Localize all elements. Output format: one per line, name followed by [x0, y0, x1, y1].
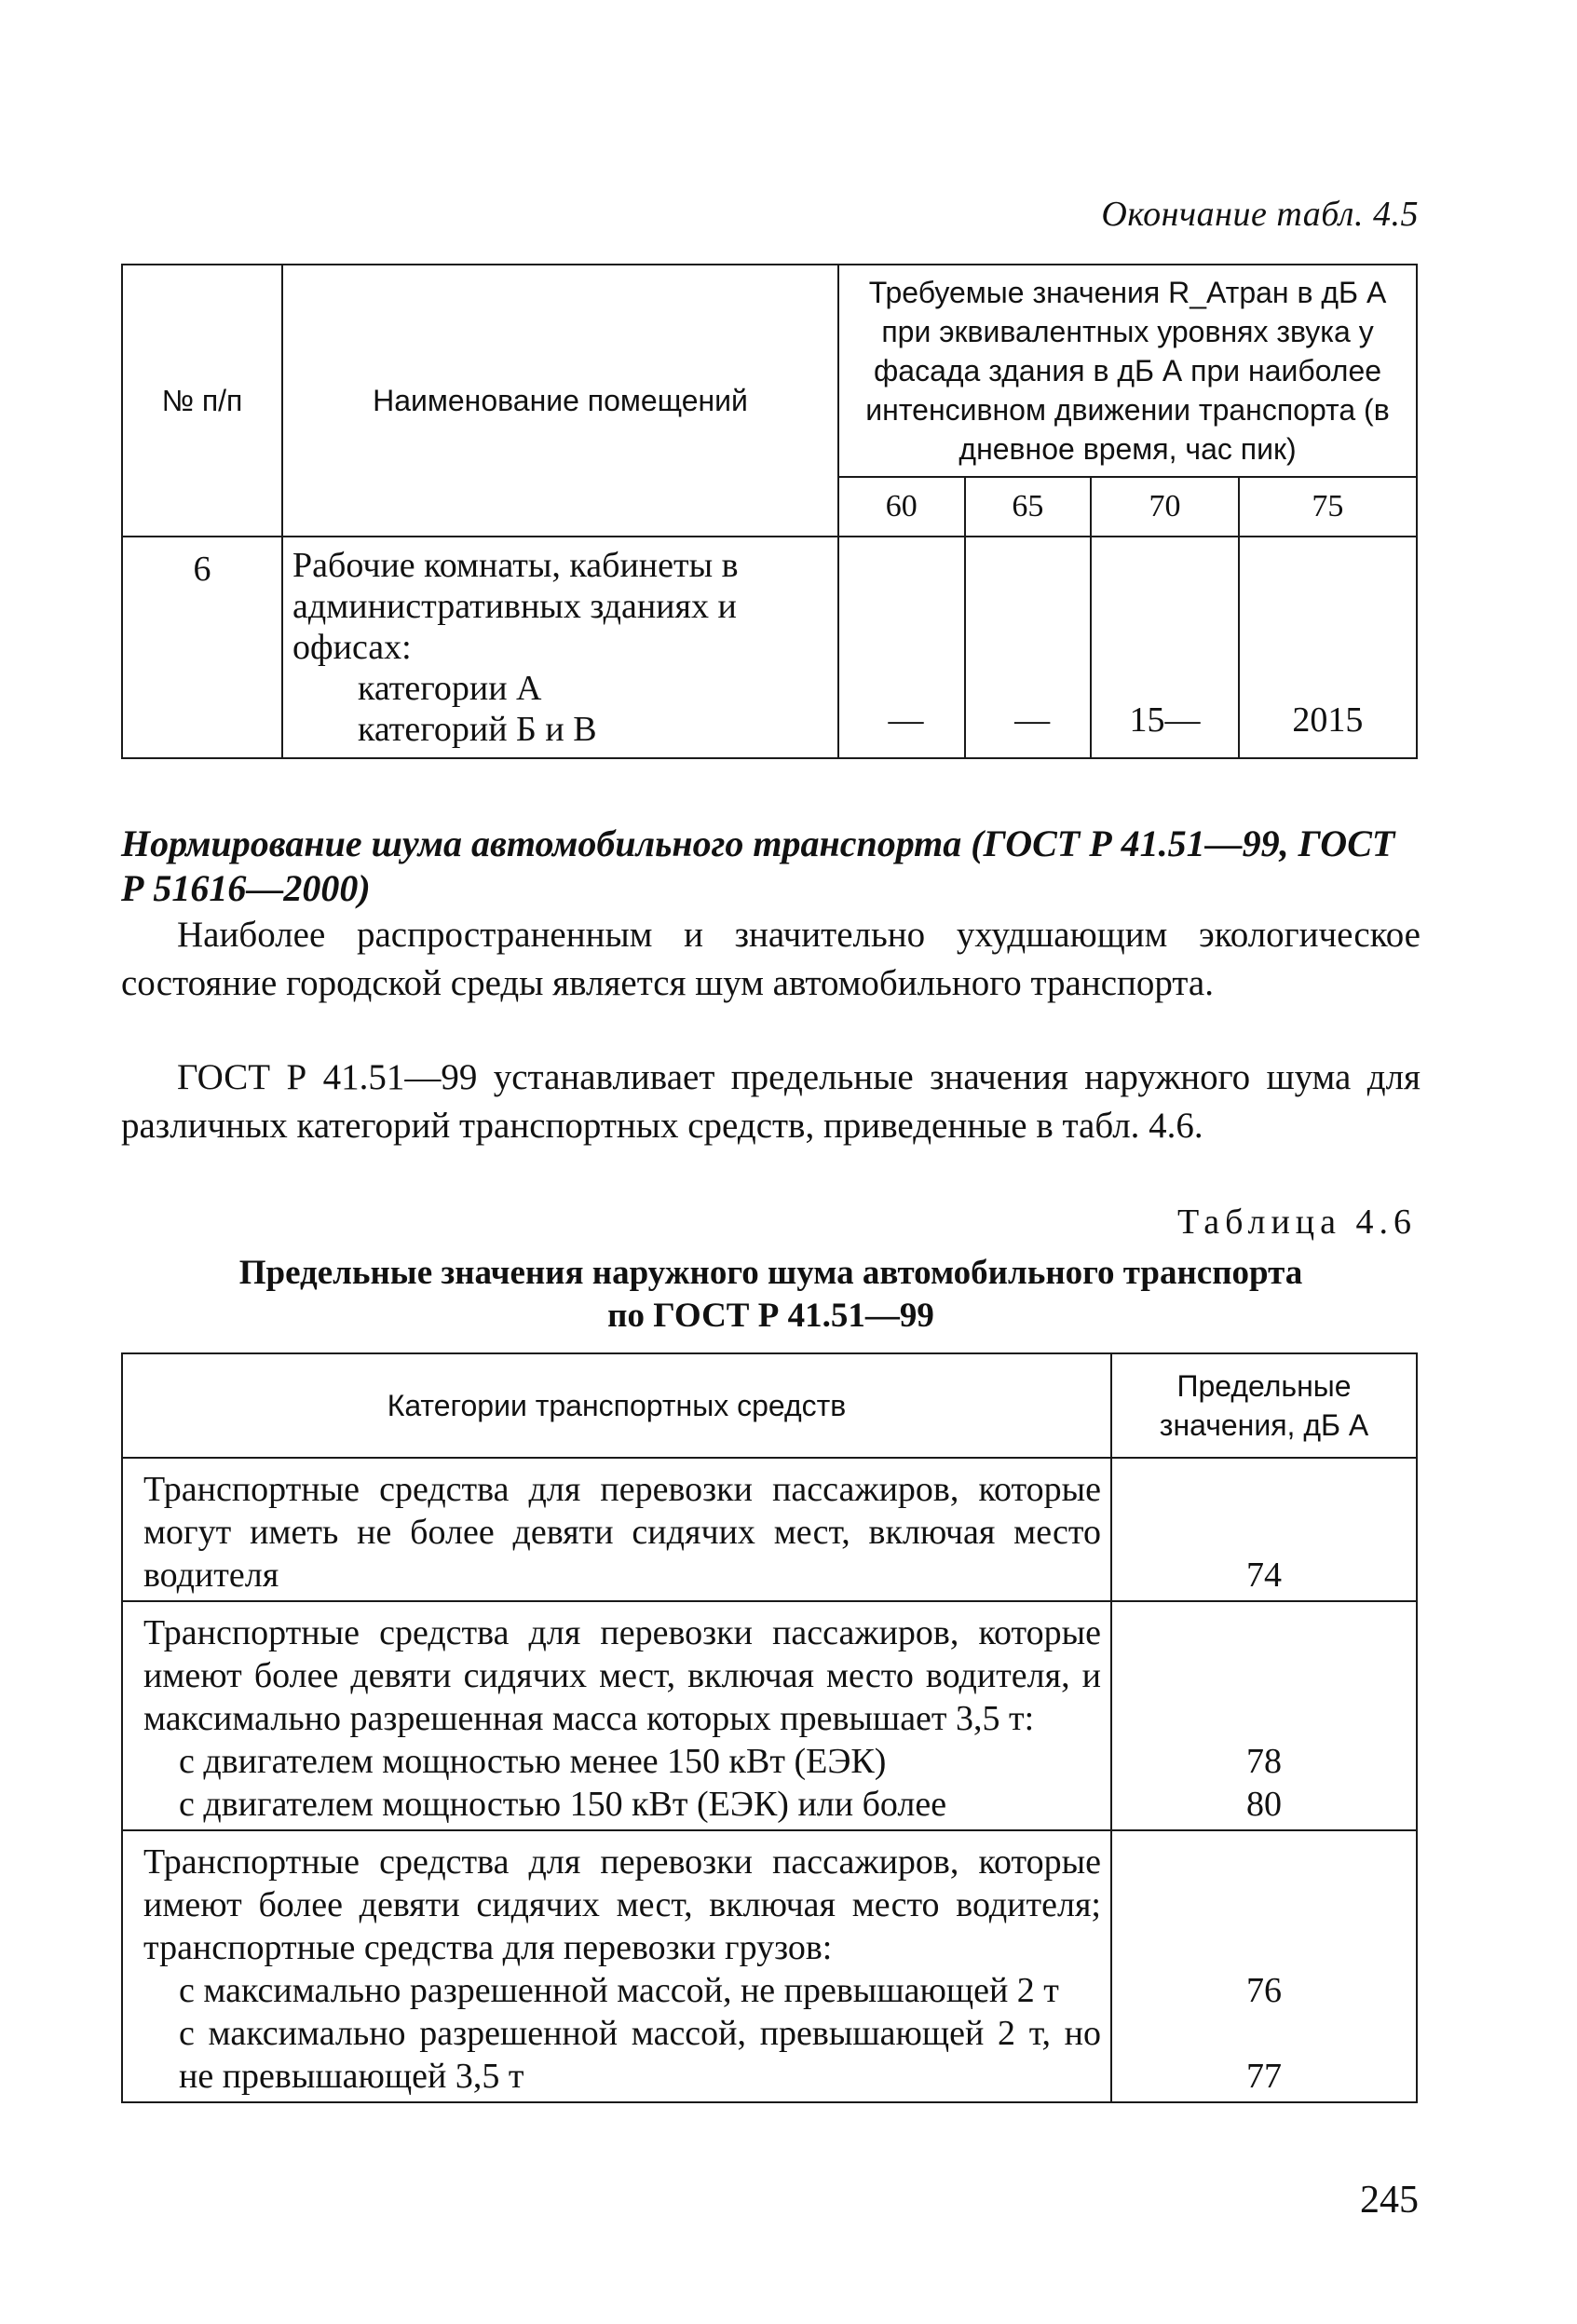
row-limit-value: 76 [1246, 1971, 1282, 2010]
paragraph: ГОСТ Р 41.51—99 устанавливает предельные значения наружного шума для различных категорий транспортных средств, приведенные в табл. 4.6. [121, 1057, 1421, 1146]
table-4-5-ending [121, 264, 1418, 759]
value-cell: — [838, 537, 965, 758]
table-header-row [122, 1353, 1417, 1458]
table-row [122, 537, 1417, 758]
header-level: 60 [838, 477, 965, 537]
row-limit-value: 77 [1246, 2057, 1282, 2096]
row-limit-value: 74 [1111, 1458, 1417, 1601]
table-row [122, 1830, 1417, 2102]
page-number: 245 [1360, 2179, 1419, 2222]
table-header-row [122, 265, 1417, 477]
row-category [122, 1601, 1111, 1830]
row-subcategory: с максимально разрешенной массой, не превышающей 2 т [179, 1971, 1059, 2010]
row-limit-value: 78 [1246, 1742, 1282, 1781]
row-category-bv: категорий Б и В [358, 710, 597, 749]
table-title-line: по ГОСТ Р 41.51—99 [607, 1297, 934, 1335]
row-room-name [282, 537, 838, 758]
row-number: 6 [122, 537, 282, 758]
header-category: Категории транспортных средств [122, 1353, 1111, 1458]
section-heading: Нормирование шума автомобильного транспорта (ГОСТ Р 41.51—99, ГОСТ Р 51616—2000) [121, 822, 1395, 909]
table-label: Таблица 4.6 [1176, 1203, 1417, 1242]
row-category-text: Транспортные средства для перевозки пассажиров, которые имеют более девяти сидячих мест, включая место водителя; транспортные средства для перевозки грузов: [143, 1842, 1101, 1967]
row-subcategory: с максимально разрешенной массой, превышающей 2 т, но не превышающей 3,5 т [179, 2014, 1101, 2096]
row-category [122, 1830, 1111, 2102]
value-cell: 2015 [1239, 537, 1417, 758]
header-number: № п/п [122, 265, 282, 537]
paragraph: Наиболее распространенным и значительно ухудшающим экологическое состояние городской среды является шум автомобильного транспорта. [121, 915, 1421, 1003]
row-subcategory: с двигателем мощностью менее 150 кВт (ЕЭК) [179, 1742, 887, 1781]
value-cell: 15— [1091, 537, 1239, 758]
table-continuation-label: Окончание табл. 4.5 [1101, 195, 1419, 234]
header-level: 70 [1091, 477, 1239, 537]
table-title [121, 1252, 1421, 1338]
header-room-name: Наименование помещений [282, 265, 838, 537]
header-limit: Предельные значения, дБ А [1111, 1353, 1417, 1458]
row-limit-values [1111, 1601, 1417, 1830]
header-required-values: Требуемые значения R_Атран в дБ А при эквивалентных уровнях звука у фасада здания в дБ А при наиболее интенсивном движении транспорта (в дневное время, час пик) [838, 265, 1417, 477]
row-room-description: Рабочие комнаты, кабинеты в административных зданиях и офисах: [292, 546, 739, 667]
header-level: 65 [965, 477, 1092, 537]
row-category-a: категории А [358, 669, 542, 708]
row-subcategory: с двигателем мощностью 150 кВт (ЕЭК) или более [179, 1785, 947, 1824]
row-category-text: Транспортные средства для перевозки пассажиров, которые имеют более девяти сидячих мест, включая место водителя, и максимально разрешенная масса которых превышает 3,5 т: [143, 1613, 1101, 1738]
row-limit-values [1111, 1830, 1417, 2102]
table-title-line: Предельные значения наружного шума автомобильного транспорта [238, 1254, 1303, 1292]
table-row [122, 1458, 1417, 1601]
table-row [122, 1601, 1417, 1830]
header-level: 75 [1239, 477, 1417, 537]
row-category: Транспортные средства для перевозки пассажиров, которые могут иметь не более девяти сидячих мест, включая место водителя [122, 1458, 1111, 1601]
row-limit-value: 80 [1246, 1785, 1282, 1824]
table-4-6 [121, 1352, 1418, 2103]
value-cell: — [965, 537, 1092, 758]
